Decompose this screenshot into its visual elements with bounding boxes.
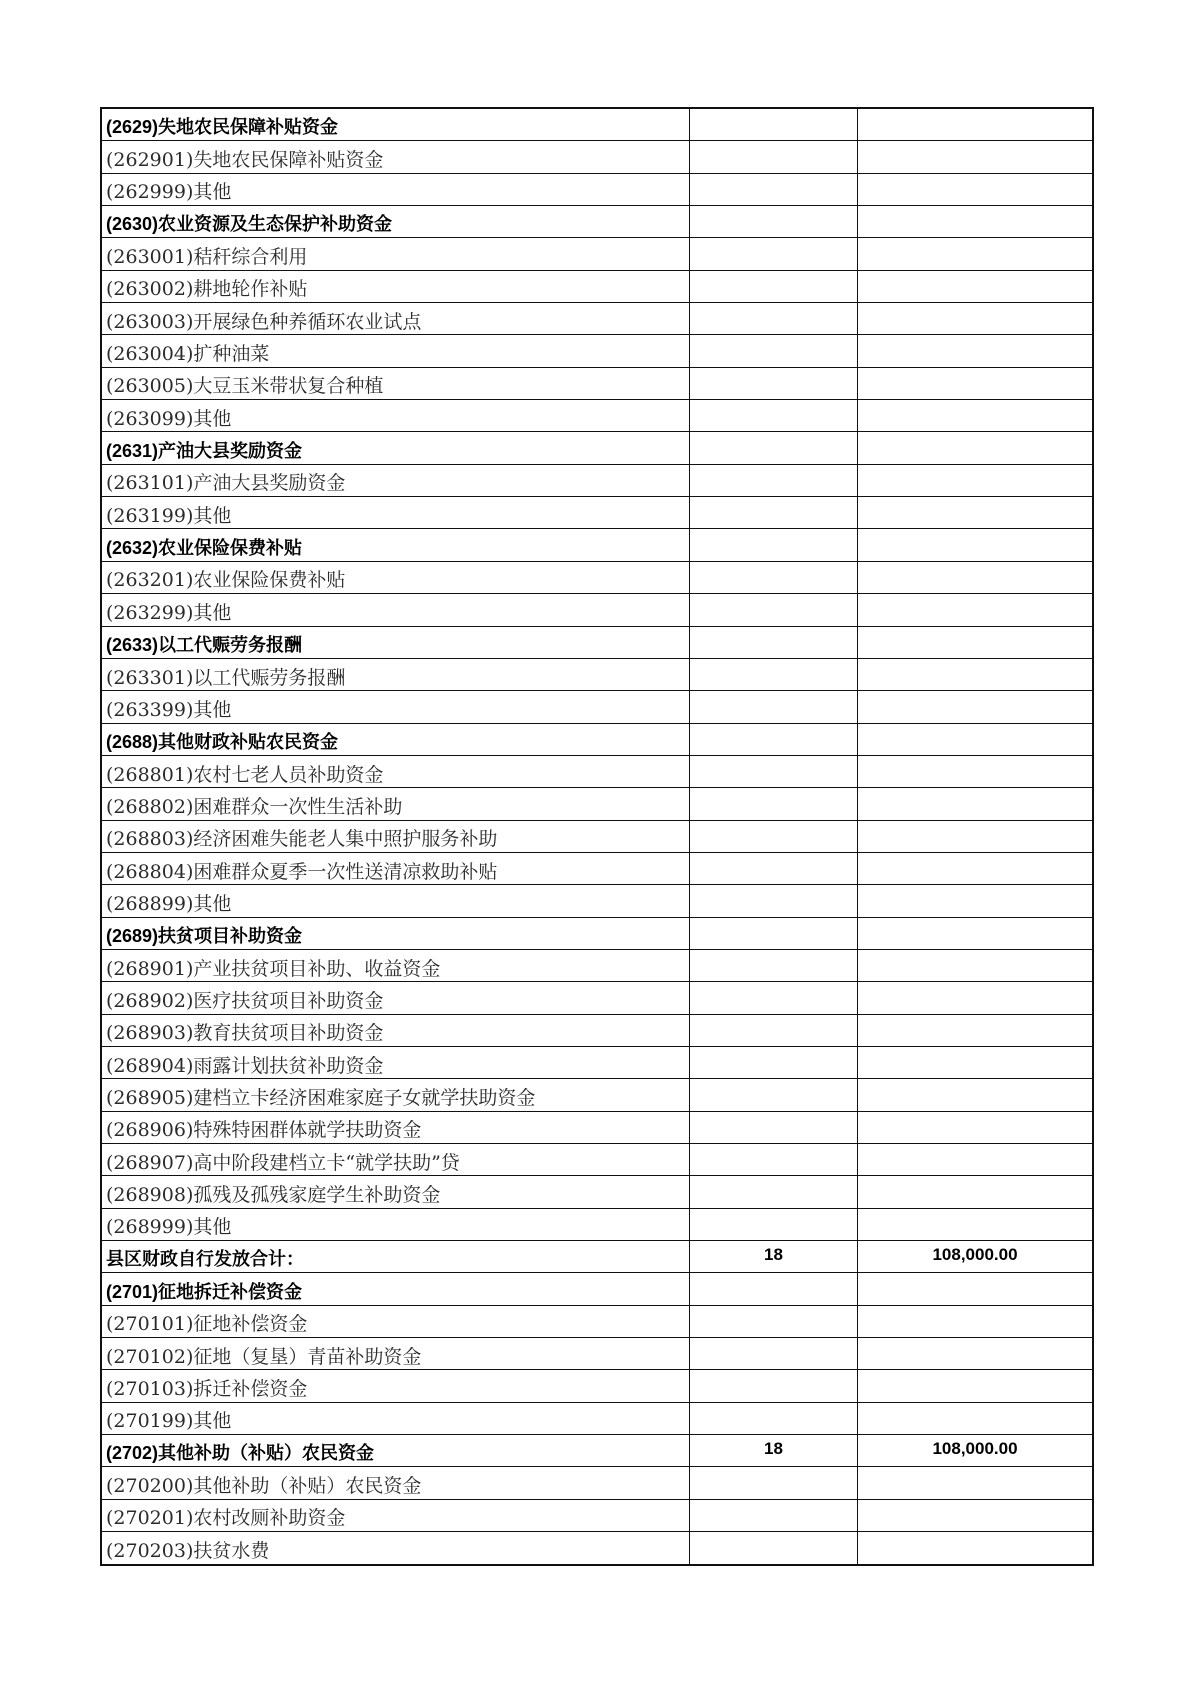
item-name-cell: (268902)医疗扶贫项目补助资金 — [102, 982, 690, 1013]
item-row — [102, 594, 1092, 626]
amount-cell — [858, 627, 1092, 658]
item-name-cell: (263301)以工代赈劳务报酬 — [102, 659, 690, 690]
amount-cell — [858, 206, 1092, 237]
item-row — [102, 271, 1092, 303]
item-name-cell: (268904)雨露计划扶贫补助资金 — [102, 1047, 690, 1078]
item-name-cell: (2629)失地农民保障补贴资金 — [102, 109, 690, 140]
amount-cell — [858, 1144, 1092, 1175]
count-cell — [690, 368, 858, 399]
item-row — [102, 1176, 1092, 1208]
count-cell — [690, 562, 858, 593]
count-cell — [690, 1306, 858, 1337]
amount-cell — [858, 1176, 1092, 1207]
item-name-cell: (2632)农业保险保费补贴 — [102, 529, 690, 560]
item-name-cell: (270101)征地补偿资金 — [102, 1306, 690, 1337]
amount-cell — [858, 918, 1092, 949]
amount-cell — [858, 141, 1092, 172]
count-cell — [690, 109, 858, 140]
amount-cell — [858, 659, 1092, 690]
amount-cell — [858, 788, 1092, 819]
item-row — [102, 141, 1092, 173]
item-row — [102, 368, 1092, 400]
item-row — [102, 1144, 1092, 1176]
item-name-cell: (2633)以工代赈劳务报酬 — [102, 627, 690, 658]
count-cell — [690, 594, 858, 625]
category-row — [102, 529, 1092, 561]
count-cell — [690, 1273, 858, 1304]
amount-cell: 108,000.00 — [932, 1438, 1018, 1458]
item-name-cell: (268908)孤残及孤残家庭学生补助资金 — [102, 1176, 690, 1207]
count-cell — [690, 1176, 858, 1207]
count-cell — [690, 659, 858, 690]
item-name-cell: (263199)其他 — [102, 497, 690, 528]
item-name-cell: 县区财政自行发放合计： — [102, 1241, 690, 1272]
count-cell — [690, 1079, 858, 1110]
amount-cell — [858, 497, 1092, 528]
item-name-cell: (270200)其他补助（补贴）农民资金 — [102, 1467, 690, 1498]
count-cell — [690, 756, 858, 787]
amount-cell — [858, 1338, 1092, 1369]
total-row — [102, 1241, 1092, 1273]
count-cell — [690, 1500, 858, 1531]
item-name-cell: (2702)其他补助（补贴）农民资金 — [102, 1435, 690, 1466]
category-row — [102, 724, 1092, 756]
item-name-cell: (268999)其他 — [102, 1209, 690, 1240]
item-row — [102, 1467, 1092, 1499]
amount-cell — [858, 821, 1092, 852]
count-cell — [690, 1532, 858, 1564]
item-row — [102, 756, 1092, 788]
count-cell — [690, 821, 858, 852]
amount-cell — [858, 1209, 1092, 1240]
amount-cell — [858, 1532, 1092, 1564]
item-row — [102, 1370, 1092, 1402]
amount-cell — [858, 109, 1092, 140]
amount-cell — [858, 368, 1092, 399]
item-name-cell: (263099)其他 — [102, 400, 690, 431]
category-row — [102, 206, 1092, 238]
item-name-cell: (2701)征地拆迁补偿资金 — [102, 1273, 690, 1304]
item-row — [102, 1338, 1092, 1370]
item-row — [102, 885, 1092, 917]
amount-cell — [858, 950, 1092, 981]
item-name-cell: (263005)大豆玉米带状复合种植 — [102, 368, 690, 399]
count-cell — [690, 691, 858, 722]
item-row — [102, 659, 1092, 691]
amount-cell — [858, 465, 1092, 496]
item-name-cell: (268903)教育扶贫项目补助资金 — [102, 1015, 690, 1046]
item-name-cell: (268804)困难群众夏季一次性送清凉救助补贴 — [102, 853, 690, 884]
item-row — [102, 788, 1092, 820]
amount-cell — [858, 1467, 1092, 1498]
item-name-cell: (268907)高中阶段建档立卡“就学扶助”贷 — [102, 1144, 690, 1175]
item-name-cell: (263399)其他 — [102, 691, 690, 722]
count-cell — [690, 1338, 858, 1369]
count-cell — [690, 1047, 858, 1078]
count-cell — [690, 918, 858, 949]
category-row — [102, 109, 1092, 141]
item-name-cell: (268801)农村七老人员补助资金 — [102, 756, 690, 787]
item-row — [102, 400, 1092, 432]
count-cell — [690, 950, 858, 981]
amount-cell — [858, 853, 1092, 884]
item-row — [102, 950, 1092, 982]
item-row — [102, 562, 1092, 594]
item-row — [102, 335, 1092, 367]
amount-cell — [858, 174, 1092, 205]
count-cell — [690, 432, 858, 463]
count-cell — [690, 238, 858, 269]
item-name-cell: (263002)耕地轮作补贴 — [102, 271, 690, 302]
amount-cell — [858, 1403, 1092, 1434]
category-row — [102, 1273, 1092, 1305]
amount-cell — [858, 1370, 1092, 1401]
count-cell — [690, 1112, 858, 1143]
item-row — [102, 982, 1092, 1014]
item-name-cell: (2689)扶贫项目补助资金 — [102, 918, 690, 949]
item-row — [102, 1209, 1092, 1241]
amount-cell — [858, 885, 1092, 916]
item-name-cell: (270103)拆迁补偿资金 — [102, 1370, 690, 1401]
category-row — [102, 918, 1092, 950]
count-cell — [690, 303, 858, 334]
item-name-cell: (2631)产油大县奖励资金 — [102, 432, 690, 463]
category-row — [102, 627, 1092, 659]
amount-cell — [858, 724, 1092, 755]
item-name-cell: (262999)其他 — [102, 174, 690, 205]
count-cell: 18 — [690, 1241, 858, 1272]
item-name-cell: (263201)农业保险保费补贴 — [102, 562, 690, 593]
amount-cell — [858, 594, 1092, 625]
item-row — [102, 1047, 1092, 1079]
amount-cell — [858, 238, 1092, 269]
item-name-cell: (263101)产油大县奖励资金 — [102, 465, 690, 496]
item-name-cell: (263299)其他 — [102, 594, 690, 625]
item-row — [102, 1532, 1092, 1564]
item-name-cell: (270199)其他 — [102, 1403, 690, 1434]
count-cell — [690, 174, 858, 205]
item-name-cell: (268901)产业扶贫项目补助、收益资金 — [102, 950, 690, 981]
item-name-cell: (270201)农村改厕补助资金 — [102, 1500, 690, 1531]
amount-cell — [858, 529, 1092, 560]
item-row — [102, 303, 1092, 335]
count-cell — [690, 1403, 858, 1434]
item-row — [102, 465, 1092, 497]
count-cell — [690, 853, 858, 884]
item-name-cell: (270102)征地（复垦）青苗补助资金 — [102, 1338, 690, 1369]
count-cell — [690, 982, 858, 1013]
item-name-cell: (268905)建档立卡经济困难家庭子女就学扶助资金 — [102, 1079, 690, 1110]
amount-cell — [858, 1079, 1092, 1110]
item-row — [102, 691, 1092, 723]
count-cell — [690, 529, 858, 560]
amount-cell — [858, 1500, 1092, 1531]
count-cell — [690, 627, 858, 658]
item-name-cell: (2630)农业资源及生态保护补助资金 — [102, 206, 690, 237]
amount-cell — [858, 1306, 1092, 1337]
amount-cell — [858, 1273, 1092, 1304]
amount-cell — [858, 335, 1092, 366]
count-cell — [690, 141, 858, 172]
count-cell — [690, 400, 858, 431]
count-cell — [690, 497, 858, 528]
item-row — [102, 1500, 1092, 1532]
item-row — [102, 1079, 1092, 1111]
amount-cell — [858, 271, 1092, 302]
count-cell — [690, 1144, 858, 1175]
count-cell — [690, 465, 858, 496]
item-name-cell: (268803)经济困难失能老人集中照护服务补助 — [102, 821, 690, 852]
item-row — [102, 1403, 1092, 1435]
item-row — [102, 1112, 1092, 1144]
fund-table — [100, 107, 1094, 1566]
item-name-cell: (263001)秸秆综合利用 — [102, 238, 690, 269]
item-name-cell: (263004)扩种油菜 — [102, 335, 690, 366]
count-cell — [690, 335, 858, 366]
amount-cell — [858, 432, 1092, 463]
count-cell — [690, 206, 858, 237]
count-cell — [690, 788, 858, 819]
item-name-cell: (263003)开展绿色种养循环农业试点 — [102, 303, 690, 334]
amount-cell — [858, 1112, 1092, 1143]
item-row — [102, 853, 1092, 885]
amount-cell — [858, 562, 1092, 593]
count-cell: 18 — [690, 1435, 858, 1466]
item-name-cell: (262901)失地农民保障补贴资金 — [102, 141, 690, 172]
item-name-cell: (270203)扶贫水费 — [102, 1532, 690, 1564]
item-name-cell: (268802)困难群众一次性生活补助 — [102, 788, 690, 819]
item-row — [102, 497, 1092, 529]
item-row — [102, 238, 1092, 270]
count-cell — [690, 271, 858, 302]
amount-cell — [858, 303, 1092, 334]
count-cell — [690, 1209, 858, 1240]
item-row — [102, 821, 1092, 853]
amount-cell — [858, 756, 1092, 787]
count-cell — [690, 724, 858, 755]
amount-cell: 108,000.00 — [932, 1244, 1018, 1264]
item-row — [102, 174, 1092, 206]
amount-cell — [858, 1047, 1092, 1078]
count-cell — [690, 1467, 858, 1498]
amount-cell — [858, 1015, 1092, 1046]
category-row — [102, 432, 1092, 464]
count-cell — [690, 1015, 858, 1046]
count-cell — [690, 1370, 858, 1401]
item-name-cell: (2688)其他财政补贴农民资金 — [102, 724, 690, 755]
category-row — [102, 1435, 1092, 1467]
amount-cell — [858, 982, 1092, 1013]
amount-cell — [858, 400, 1092, 431]
item-row — [102, 1306, 1092, 1338]
item-name-cell: (268906)特殊特困群体就学扶助资金 — [102, 1112, 690, 1143]
amount-cell — [858, 691, 1092, 722]
count-cell — [690, 885, 858, 916]
item-row — [102, 1015, 1092, 1047]
item-name-cell: (268899)其他 — [102, 885, 690, 916]
